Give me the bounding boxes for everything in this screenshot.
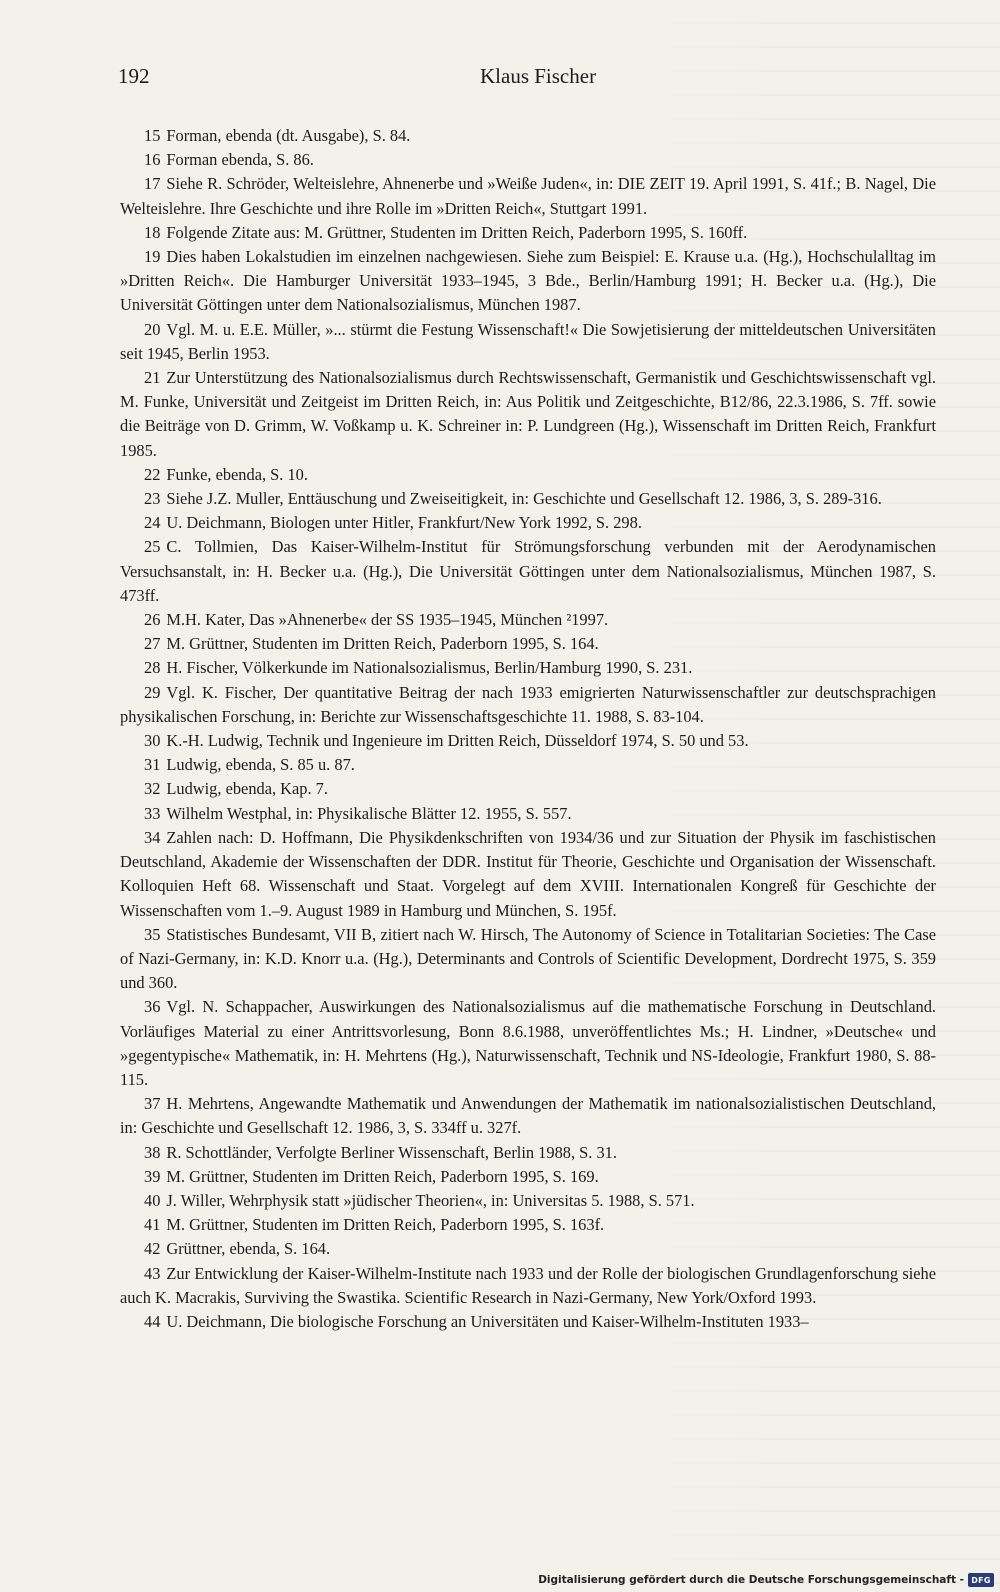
endnote-number: 18 [144, 222, 161, 242]
endnote-item [120, 802, 936, 826]
endnote-item [120, 1165, 936, 1189]
endnote-text: Zur Unterstützung des Nationalsozialismus durch Rechtswissenschaft, Germanistik und Geschichtswissenschaft vgl. M. Funke, Universität und Zeitgeist im Dritten Reich, in: Aus Politik und Zeitgeschichte, B12/86, 22.3.1986, S. 7ff. sowie die Beiträge von D. Grimm, W. Voßkamp u. K. Schreiner in: P. Lundgreen (Hg.), Wissenschaft im Dritten Reich, Frankfurt 1985. [120, 368, 936, 460]
endnote-number: 20 [144, 319, 161, 339]
endnote-text: M.H. Kater, Das »Ahnenerbe« der SS 1935–1945, München ²1997. [166, 610, 609, 630]
endnote-item [120, 172, 936, 220]
endnote-number: 34 [144, 827, 161, 847]
endnote-text: U. Deichmann, Die biologische Forschung an Universitäten und Kaiser-Wilhelm-Instituten 1933– [166, 1311, 809, 1331]
endnote-number: 40 [144, 1190, 161, 1210]
endnote-text: Ludwig, ebenda, S. 85 u. 87. [166, 755, 355, 775]
endnote-number: 17 [144, 174, 161, 194]
dfg-logo-icon: DFG [968, 1573, 994, 1587]
endnote-text: M. Grüttner, Studenten im Dritten Reich, Paderborn 1995, S. 163f. [166, 1215, 605, 1235]
endnote-number: 27 [144, 634, 161, 654]
endnote-number: 24 [144, 513, 161, 533]
footer-text: Digitalisierung gefördert durch die Deutsche Forschungsgemeinschaft - [538, 1574, 964, 1586]
endnote-number: 16 [144, 150, 161, 170]
endnote-item [120, 777, 936, 801]
endnote-text: Forman ebenda, S. 86. [166, 150, 314, 170]
endnote-number: 30 [144, 731, 161, 751]
endnote-item [120, 826, 936, 923]
endnote-item [120, 1310, 936, 1334]
endnote-item [120, 1189, 936, 1213]
endnote-text: H. Fischer, Völkerkunde im Nationalsozialismus, Berlin/Hamburg 1990, S. 231. [166, 658, 693, 678]
endnote-number: 39 [144, 1166, 161, 1186]
endnote-item [120, 1141, 936, 1165]
endnote-text: Statistisches Bundesamt, VII B, zitiert nach W. Hirsch, The Autonomy of Science in Totalitarian Societies: The Case of Nazi-Germany, in: K.D. Knorr u.a. (Hg.), Determinants and Controls of Scientific Development, Dordrecht 1975, S. 359 und 360. [120, 924, 936, 993]
endnote-number: 19 [144, 247, 161, 267]
endnote-number: 36 [144, 997, 161, 1017]
endnote-item [120, 753, 936, 777]
endnote-number: 41 [144, 1215, 161, 1235]
endnote-item [120, 1213, 936, 1237]
endnote-number: 23 [144, 489, 161, 509]
endnote-item [120, 608, 936, 632]
endnote-item [120, 318, 936, 366]
endnote-text: Grüttner, ebenda, S. 164. [166, 1239, 331, 1259]
endnote-number: 32 [144, 779, 161, 799]
endnote-item [120, 923, 936, 996]
endnote-text: Folgende Zitate aus: M. Grüttner, Studenten im Dritten Reich, Paderborn 1995, S. 160ff. [166, 222, 748, 242]
endnote-number: 29 [144, 682, 161, 702]
endnote-text: U. Deichmann, Biologen unter Hitler, Frankfurt/New York 1992, S. 298. [166, 513, 642, 533]
endnote-item [120, 221, 936, 245]
endnote-item [120, 1237, 936, 1261]
endnote-text: M. Grüttner, Studenten im Dritten Reich, Paderborn 1995, S. 169. [166, 1166, 599, 1186]
endnote-text: Dies haben Lokalstudien im einzelnen nachgewiesen. Siehe zum Beispiel: E. Krause u.a. (Hg.), Hochschulalltag im »Dritten Reich«. Die Hamburger Universität 1933–1945, 3 Bde., Berlin/Hamburg 1991; H. Becker u.a. (Hg.), Die Universität Göttingen unter dem Nationalsozialismus, München 1987. [120, 247, 936, 315]
endnote-item [120, 656, 936, 680]
endnote-number: 15 [144, 126, 161, 145]
endnote-text: Siehe R. Schröder, Welteislehre, Ahnenerbe und »Weiße Juden«, in: DIE ZEIT 19. April 1991, S. 41f.; B. Nagel, Die Welteislehre. Ihre Geschichte und ihre Rolle im »Dritten Reich«, Stuttgart 1991. [120, 174, 936, 218]
endnote-text: Vgl. K. Fischer, Der quantitative Beitrag der nach 1933 emigrierten Naturwissenschaftler zur deutschsprachigen physikalischen Forschung, in: Berichte zur Wissenschaftsgeschichte 11. 1988, S. 83-104. [120, 682, 936, 726]
endnote-item [120, 511, 936, 535]
endnote-number: 31 [144, 755, 161, 775]
endnote-item [120, 535, 936, 608]
endnote-text: Funke, ebenda, S. 10. [166, 464, 308, 484]
endnote-text: Vgl. N. Schappacher, Auswirkungen des Nationalsozialismus auf die mathematische Forschung in Deutschland. Vorläufiges Material zu einer Antrittsvorlesung, Bonn 8.6.1988, unveröffentlichtes Ms.; H. Lindner, »Deutsche« und »gegentypische« Mathematik, in: H. Mehrtens (Hg.), Naturwissenschaft, Technik und NS-Ideologie, Frankfurt 1980, S. 88-115. [120, 997, 936, 1089]
endnote-number: 21 [144, 368, 161, 388]
endnote-text: K.-H. Ludwig, Technik und Ingenieure im Dritten Reich, Düsseldorf 1974, S. 50 und 53. [166, 731, 749, 751]
endnote-item [120, 995, 936, 1092]
endnote-item [120, 124, 936, 148]
endnote-text: Ludwig, ebenda, Kap. 7. [166, 779, 328, 799]
endnote-item [120, 366, 936, 463]
endnote-number: 35 [144, 924, 161, 944]
endnote-number: 38 [144, 1142, 161, 1162]
endnote-number: 22 [144, 464, 161, 484]
endnote-text: Wilhelm Westphal, in: Physikalische Blätter 12. 1955, S. 557. [166, 803, 572, 823]
endnote-number: 33 [144, 803, 161, 823]
endnote-text: J. Willer, Wehrphysik statt »jüdischer Theorien«, in: Universitas 5. 1988, S. 571. [166, 1190, 695, 1210]
endnote-number: 25 [144, 537, 161, 557]
digitization-footer [538, 1570, 994, 1590]
endnote-number: 37 [144, 1094, 161, 1114]
running-head: Klaus Fischer [480, 64, 597, 88]
endnote-text: H. Mehrtens, Angewandte Mathematik und Anwendungen der Mathematik im nationalsozialistischen Deutschland, in: Geschichte und Gesellschaft 12. 1986, 3, S. 334ff u. 327f. [120, 1094, 936, 1138]
endnote-item [120, 632, 936, 656]
endnote-text: Zur Entwicklung der Kaiser-Wilhelm-Institute nach 1933 und der Rolle der biologischen Grundlagenforschung siehe auch K. Macrakis, Surviving the Swastika. Scientific Research in Nazi-Germany, New York/Oxford 1993. [120, 1263, 936, 1307]
endnote-number: 43 [144, 1263, 161, 1283]
endnote-number: 42 [144, 1239, 161, 1259]
endnote-item [120, 729, 936, 753]
endnote-number: 26 [144, 610, 161, 630]
endnote-text: R. Schottländer, Verfolgte Berliner Wissenschaft, Berlin 1988, S. 31. [166, 1142, 617, 1162]
endnote-text: M. Grüttner, Studenten im Dritten Reich, Paderborn 1995, S. 164. [166, 634, 599, 654]
endnote-text: Forman, ebenda (dt. Ausgabe), S. 84. [166, 126, 411, 145]
endnote-number: 28 [144, 658, 161, 678]
endnote-text: Zahlen nach: D. Hoffmann, Die Physikdenkschriften von 1934/36 und zur Situation der Physik im faschistischen Deutschland, Akademie der Wissenschaften der DDR. Institut für Theorie, Geschichte und Organisation der Wissenschaft. Kolloquien Heft 68. Wissenschaft und Staat. Vorgelegt auf dem XVIII. Internationalen Kongreß für Geschichte der Wissenschaften vom 1.–9. August 1989 in Hamburg und München, S. 195f. [120, 827, 936, 920]
endnote-text: Vgl. M. u. E.E. Müller, »... stürmt die Festung Wissenschaft!« Die Sowjetisierung der mitteldeutschen Universitäten seit 1945, Berlin 1953. [120, 319, 936, 363]
endnote-number: 44 [144, 1311, 161, 1331]
page-number: 192 [118, 64, 150, 88]
endnote-item [120, 463, 936, 487]
endnote-item [120, 487, 936, 511]
endnote-text: C. Tollmien, Das Kaiser-Wilhelm-Institut für Strömungsforschung verbunden mit der Aerodynamischen Versuchsanstalt, in: H. Becker u.a. (Hg.), Die Universität Göttingen unter dem Nationalsozialismus, München 1987, S. 473ff. [120, 537, 936, 605]
endnotes-list [120, 124, 936, 1334]
endnote-item [120, 245, 936, 318]
page-header [118, 64, 918, 94]
endnote-text: Siehe J.Z. Muller, Enttäuschung und Zweiseitigkeit, in: Geschichte und Gesellschaft 12. 1986, 3, S. 289-316. [166, 489, 882, 509]
endnote-item [120, 681, 936, 729]
endnote-item [120, 148, 936, 172]
endnote-item [120, 1092, 936, 1140]
endnote-item [120, 1262, 936, 1310]
